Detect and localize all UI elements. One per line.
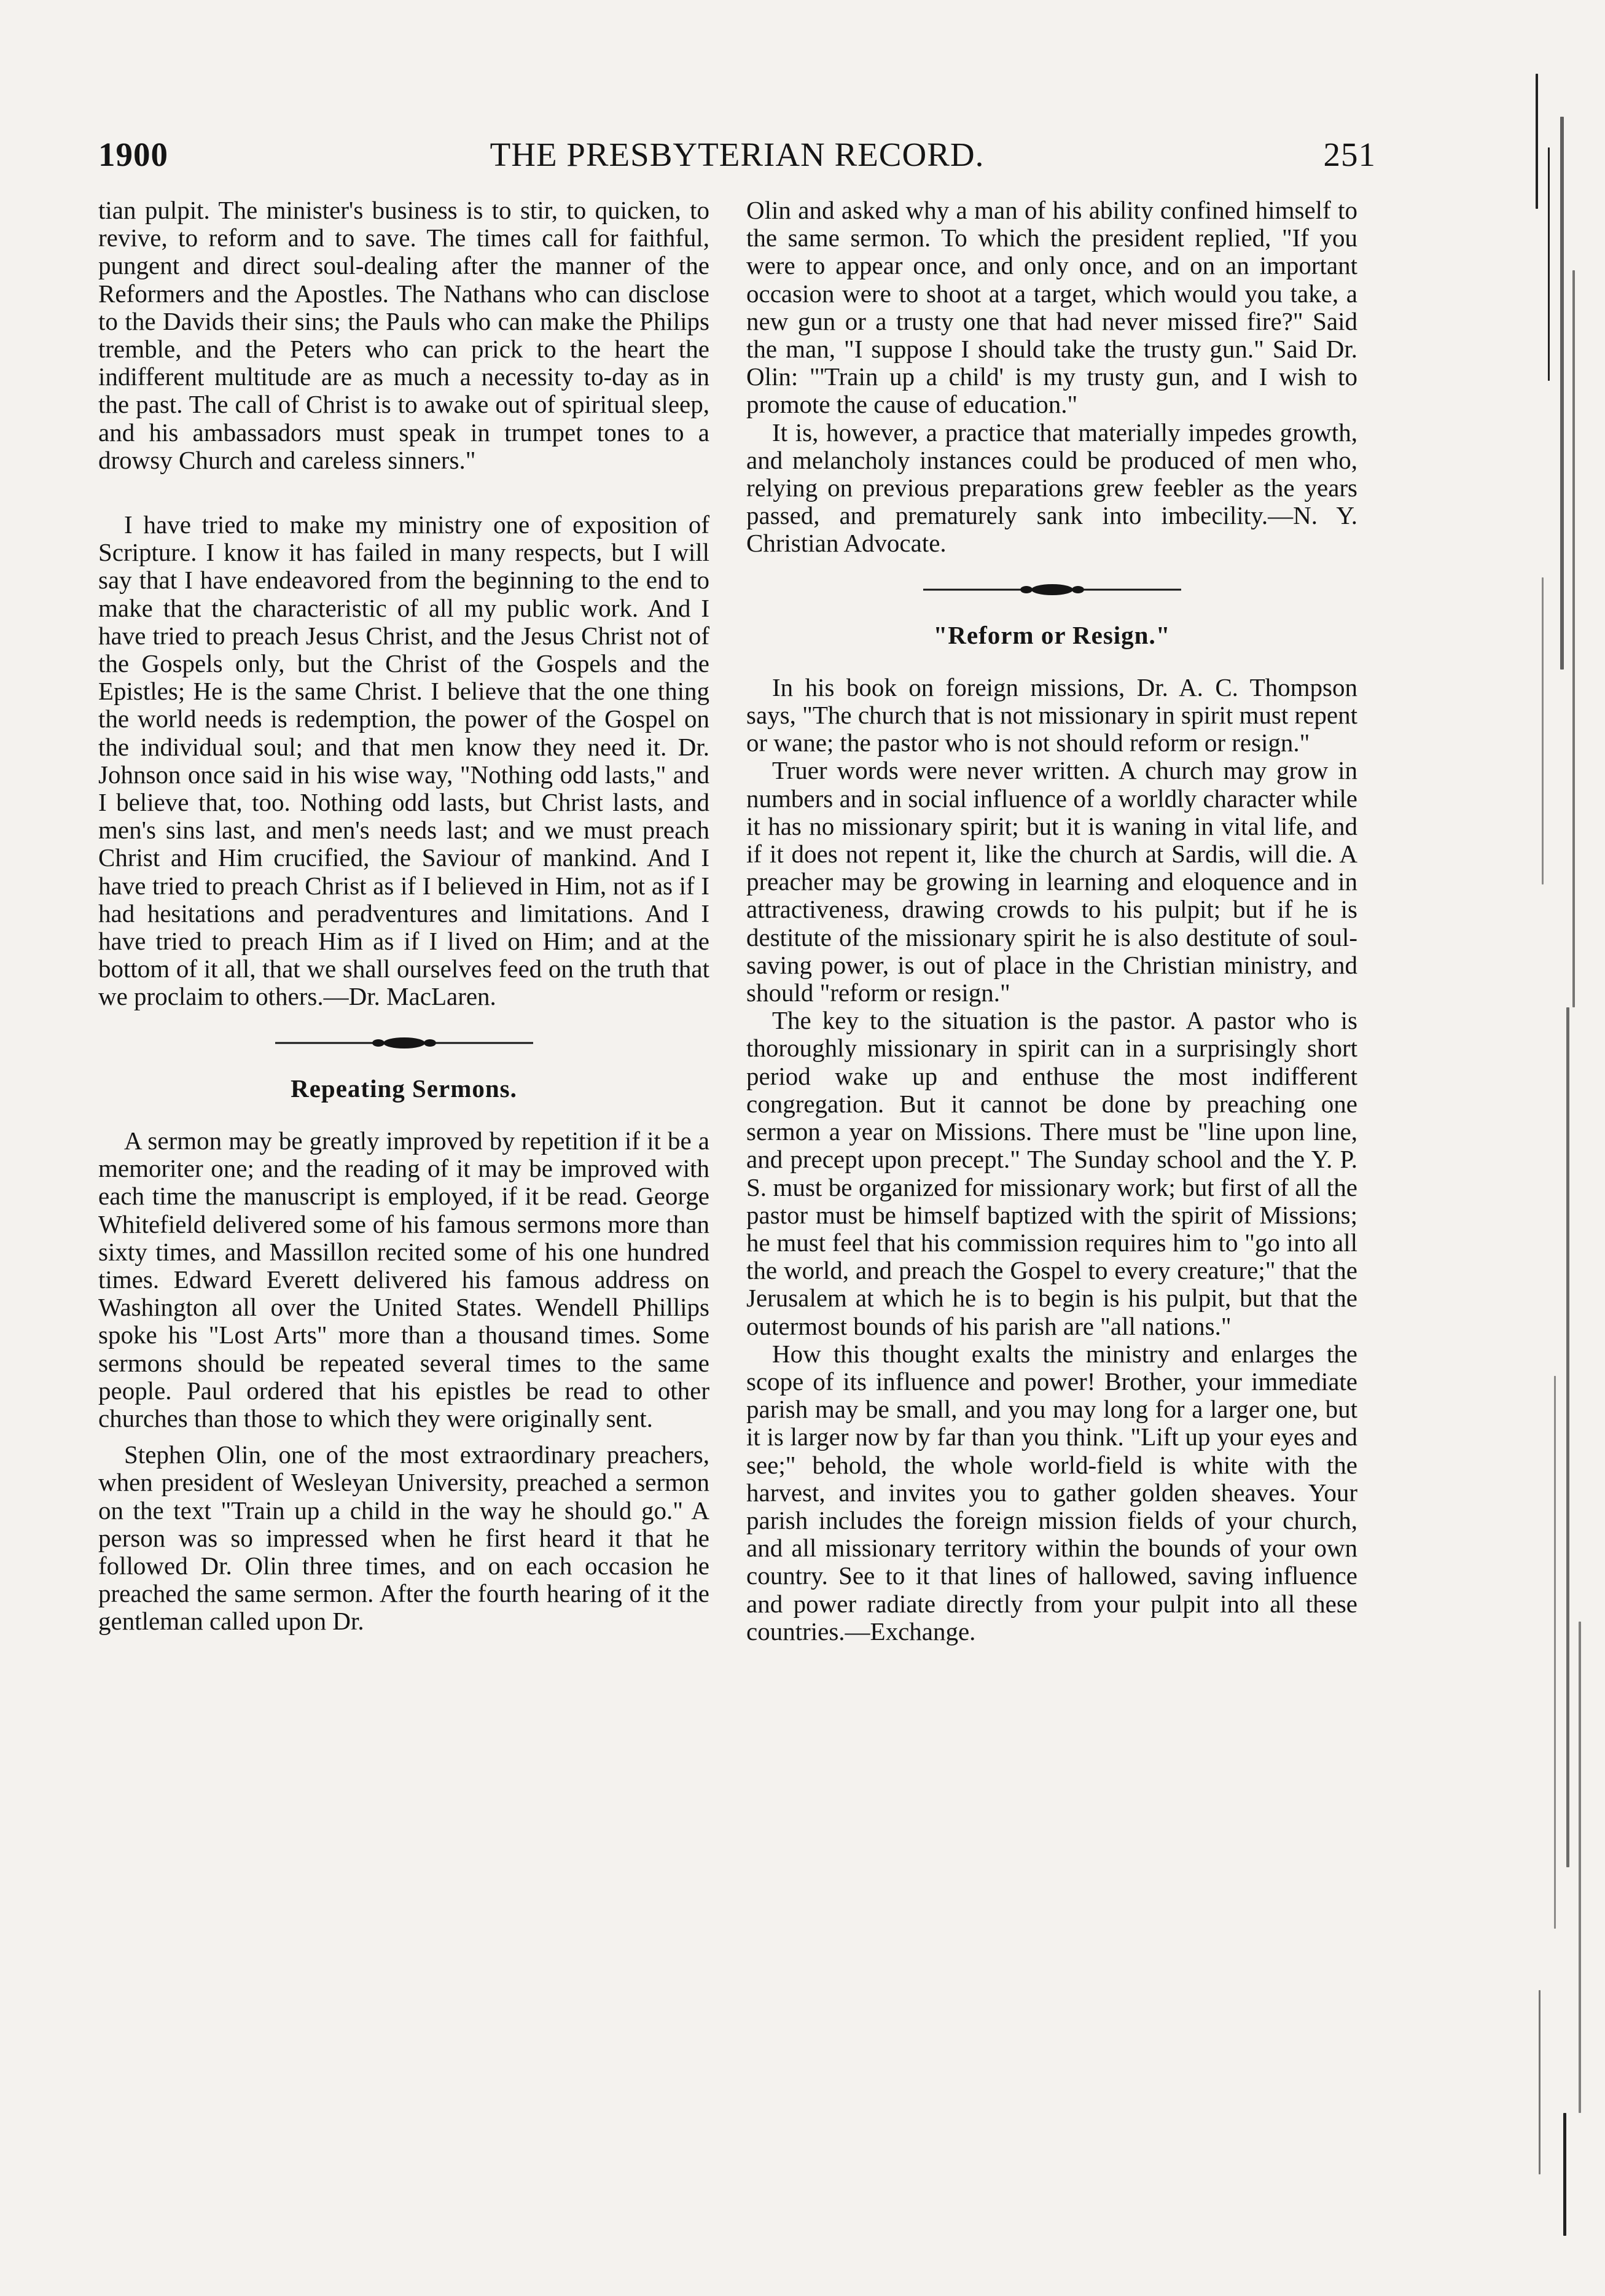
paragraph: In his book on foreign missions, Dr. A. C. Thompson says, "The church that is not missionary in spirit must repent or wane; the pastor who is not should reform or resign." [746, 673, 1357, 757]
paragraph: It is, however, a practice that materially impedes growth, and melancholy instances could be produced of men who, relying on previous preparations grew feebler as the years passed, and prematurely sank into imbecility.—N. Y. Christian Advocate. [746, 418, 1357, 558]
running-header [98, 123, 1376, 178]
paragraph: A sermon may be greatly improved by repetition if it be a memoriter one; and the reading of it may be improved with each time the manuscript is employed, if it be read. George Whitefield delivered some of his famous sermons more than sixty times, and Massillon recited some of his one hundred times. Edward Everett delivered his famous address on Washington all over the United States. Wendell Phillips spoke his "Lost Arts" more than a thousand times. Some sermons should be repeated several times to the same people. Paul ordered that his epistles be read to other churches than those to which they were originally sent. [98, 1126, 709, 1432]
header-page-number: 251 [1323, 136, 1376, 173]
ornament-divider [923, 582, 1181, 597]
header-year: 1900 [98, 136, 168, 173]
paragraph: Truer words were never written. A church may grow in numbers and in social influence of a worldly character while it has no missionary spirit; but it is waning in vital life, and if it does not repent it, like the church at Sardis, will die. A preacher may be growing in learning and eloquence and in attractiveness, drawing crowds to his pulpit; but if he is destitute of the missionary spirit he is also destitute of soul-saving power, is out of place in the Christian ministry, and should "reform or resign." [746, 756, 1357, 1007]
paragraph: How this thought exalts the ministry and enlarges the scope of its influence and power! Brother, your immediate parish may be small, and you may long for a larger one, but it is larger now by far than you think. "Lift up your eyes and see;" behold, the whole world-field is white with the harvest, and invites you to gather golden sheaves. Your parish includes the foreign mission fields of your church, and all missionary territory within the bounds of your own country. See to it that lines of hallowed, saving influence and power radiate directly from your pulpit into all these countries.—Exchange. [746, 1339, 1357, 1646]
ornament-divider [275, 1036, 533, 1050]
paragraph: I have tried to make my ministry one of exposition of Scripture. I know it has failed in many respects, but I will say that I have endeavored from the beginning to the end to make that the characteristic of all my public work. And I have tried to preach Jesus Christ, and the Jesus Christ not of the Gospels only, but the Christ of the Gospels and the Epistles; He is the same Christ. I believe that the one thing the world needs is redemption, the power of the Gospel on the individual soul; and that men know they need it. Dr. Johnson once said in his wise way, "Nothing odd lasts," and I believe that, too. Nothing odd lasts, but Christ lasts, and men's sins last, and men's needs last; and we must preach Christ and Him crucified, the Saviour of mankind. And I have tried to preach Christ as if I believed in Him, not as if I had hesitations and peradventures and limitations. And I have tried to preach Him as if I lived on Him; and at the bottom of it all, that we shall ourselves feed on the truth that we proclaim to others.—Dr. MacLaren. [98, 510, 709, 1011]
paragraph: Olin and asked why a man of his ability confined himself to the same sermon. To which the president replied, "If you were to appear once, and only once, and on an important occasion were to shoot at a target, which would you take, a new gun or a trusty one that had never missed fire?" Said the man, "I suppose I should take the trusty gun." Said Dr. Olin: "'Train up a child' is my trusty gun, and I wish to promote the cause of education." [746, 196, 1357, 419]
section-heading: Repeating Sermons. [291, 1074, 517, 1103]
right-column [746, 197, 1357, 1646]
paragraph: tian pulpit. The minister's business is to stir, to quicken, to revive, to reform and to save. The times call for faithful, pungent and direct soul-dealing after the manner of the Reformers and the Apostles. The Nathans who can disclose to the Davids their sins; the Pauls who can make the Philips tremble, and the Peters who can prick to the heart the indifferent multitude are as much a necessity to-day as in the past. The call of Christ is to awake out of spiritual sleep, and his ambassadors must speak in trumpet tones to a drowsy Church and careless sinners." [98, 196, 709, 474]
binding-edge-marks [1499, 25, 1591, 2267]
paragraph: The key to the situation is the pastor. A pastor who is thoroughly missionary in spirit can in a surprisingly short period wake up and enthuse the most indifferent congregation. But it cannot be done by preaching one sermon a year on Missions. There must be "line upon line, and precept upon precept." The Sunday school and the Y. P. S. must be organized for missionary work; but first of all the pastor must be himself baptized with the spirit of Missions; he must feel that his commission requires him to "go into all the world, and preach the Gospel to every creature;" that the Jerusalem at which he is to begin is his pulpit, but that the outermost bounds of his parish are "all nations." [746, 1006, 1357, 1340]
left-column [98, 197, 709, 1636]
paragraph: Stephen Olin, one of the most extraordinary preachers, when president of Wesleyan University, preached a sermon on the text "Train up a child in the way he should go." A person was so impressed when he first heard it that he followed Dr. Olin three times, and on each occasion he preached the same sermon. After the fourth hearing of it the gentleman called upon Dr. [98, 1440, 709, 1636]
section-heading: "Reform or Resign." [933, 620, 1171, 649]
header-title: THE PRESBYTERIAN RECORD. [490, 136, 985, 173]
